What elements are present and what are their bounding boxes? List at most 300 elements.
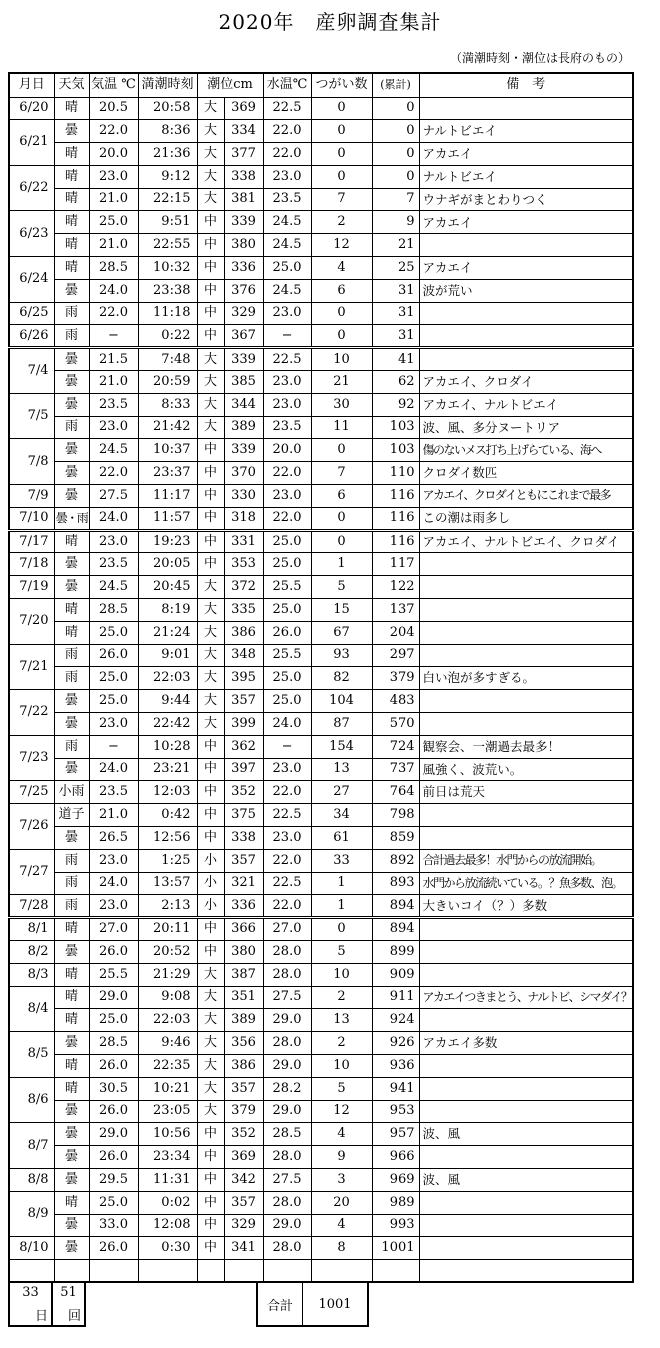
weather-cell: 雨 bbox=[54, 667, 89, 690]
tide-time-cell: 22:03 bbox=[138, 1009, 197, 1032]
pairs-cell: 67 bbox=[311, 621, 372, 644]
cumulative-cell: 969 bbox=[372, 1168, 419, 1191]
table-row bbox=[9, 257, 633, 280]
tide-source-note: （満潮時刻・潮位は長府のもの） bbox=[449, 51, 630, 65]
grand-total-box bbox=[256, 1281, 369, 1327]
cumulative-cell: 724 bbox=[372, 735, 419, 758]
table-row bbox=[9, 804, 633, 827]
cumulative-cell: 894 bbox=[372, 895, 419, 918]
air-temp-cell: 26.0 bbox=[89, 1100, 138, 1123]
tide-level-cell: 375 bbox=[224, 804, 263, 827]
tide-level-cell: 381 bbox=[224, 188, 263, 211]
pairs-cell: 30 bbox=[311, 393, 372, 416]
weather-cell: 晴 bbox=[54, 1077, 89, 1100]
air-temp-cell: 28.5 bbox=[89, 257, 138, 280]
water-temp-cell: 22.0 bbox=[263, 143, 311, 166]
pairs-cell: 13 bbox=[311, 1009, 372, 1032]
tide-level-cell: 357 bbox=[224, 1077, 263, 1100]
water-temp-cell: 24.5 bbox=[263, 211, 311, 234]
air-temp-cell: 20.5 bbox=[89, 97, 138, 120]
air-temp-cell: 24.5 bbox=[89, 439, 138, 462]
tide-level-cell: 366 bbox=[224, 918, 263, 941]
pairs-cell: 93 bbox=[311, 644, 372, 667]
pairs-cell: 5 bbox=[311, 1077, 372, 1100]
table-row bbox=[9, 143, 633, 166]
remarks-cell: 水門から放流続いている。？魚多数、泡。 bbox=[419, 872, 633, 895]
remarks-cell bbox=[419, 1260, 633, 1283]
tide-size-cell: 大 bbox=[197, 1009, 224, 1032]
table-row bbox=[9, 1168, 633, 1191]
weather-cell: 曇 bbox=[54, 439, 89, 462]
table-row bbox=[9, 507, 633, 530]
tide-time-cell: 11:57 bbox=[138, 507, 197, 530]
tide-size-cell: 大 bbox=[197, 963, 224, 986]
air-temp-cell: 23.0 bbox=[89, 165, 138, 188]
weather-cell: 晴 bbox=[54, 257, 89, 280]
pairs-cell: 0 bbox=[311, 97, 372, 120]
weather-cell: 雨 bbox=[54, 644, 89, 667]
remarks-cell: ナルトビエイ bbox=[419, 165, 633, 188]
water-temp-cell: 28.0 bbox=[263, 1191, 311, 1214]
remarks-cell: 波、風 bbox=[419, 1168, 633, 1191]
water-temp-cell: 24.0 bbox=[263, 713, 311, 736]
tide-level-cell: 372 bbox=[224, 576, 263, 599]
tide-size-cell bbox=[197, 1260, 224, 1283]
remarks-cell: アカエイ bbox=[419, 257, 633, 280]
tide-time-cell: 21:36 bbox=[138, 143, 197, 166]
cumulative-cell: 9 bbox=[372, 211, 419, 234]
water-temp-cell: 25.5 bbox=[263, 576, 311, 599]
table-row bbox=[9, 576, 633, 599]
tide-time-cell: 10:28 bbox=[138, 735, 197, 758]
tide-size-cell: 大 bbox=[197, 1054, 224, 1077]
cumulative-cell: 137 bbox=[372, 599, 419, 622]
tide-size-cell: 大 bbox=[197, 690, 224, 713]
tide-time-cell: 23:38 bbox=[138, 279, 197, 302]
air-temp-cell: 27.0 bbox=[89, 918, 138, 941]
pairs-cell: 5 bbox=[311, 940, 372, 963]
tide-size-cell: 中 bbox=[197, 530, 224, 553]
tide-level-cell: 338 bbox=[224, 827, 263, 850]
pairs-cell: 2 bbox=[311, 986, 372, 1009]
weather-cell: 曇 bbox=[54, 120, 89, 143]
weather-cell: 曇 bbox=[54, 1100, 89, 1123]
tide-size-cell: 中 bbox=[197, 758, 224, 781]
air-temp-cell: 23.0 bbox=[89, 895, 138, 918]
water-temp-cell: 23.0 bbox=[263, 485, 311, 508]
table-row bbox=[9, 849, 633, 872]
tide-size-cell: 中 bbox=[197, 462, 224, 485]
cumulative-cell: 41 bbox=[372, 348, 419, 371]
weather-cell: 雨 bbox=[54, 895, 89, 918]
air-temp-cell: 23.0 bbox=[89, 713, 138, 736]
tide-size-cell: 大 bbox=[197, 713, 224, 736]
pairs-cell: 7 bbox=[311, 188, 372, 211]
table-row bbox=[9, 963, 633, 986]
pairs-cell: 104 bbox=[311, 690, 372, 713]
pairs-cell: 20 bbox=[311, 1191, 372, 1214]
table-row bbox=[9, 781, 633, 804]
table-row bbox=[9, 393, 633, 416]
air-temp-cell: 25.0 bbox=[89, 690, 138, 713]
date-cell: 7/20 bbox=[9, 599, 54, 645]
table-row bbox=[9, 1100, 633, 1123]
tide-time-cell: 21:24 bbox=[138, 621, 197, 644]
air-temp-cell: 25.0 bbox=[89, 621, 138, 644]
table-row bbox=[9, 1214, 633, 1237]
weather-cell: 晴 bbox=[54, 1009, 89, 1032]
weather-cell: 晴 bbox=[54, 963, 89, 986]
date-cell: 7/4 bbox=[9, 348, 54, 394]
water-temp-cell: 22.5 bbox=[263, 872, 311, 895]
cumulative-cell: 936 bbox=[372, 1054, 419, 1077]
date-cell: 6/26 bbox=[9, 325, 54, 348]
weather-cell: 晴 bbox=[54, 599, 89, 622]
water-temp-cell: 23.0 bbox=[263, 302, 311, 325]
table-row bbox=[9, 1123, 633, 1146]
pairs-cell: 2 bbox=[311, 211, 372, 234]
air-temp-cell: 29.0 bbox=[89, 986, 138, 1009]
water-temp-cell: 24.5 bbox=[263, 234, 311, 257]
tide-size-cell: 中 bbox=[197, 1146, 224, 1169]
air-temp-cell: 23.0 bbox=[89, 849, 138, 872]
water-temp-cell: 23.0 bbox=[263, 827, 311, 850]
water-temp-cell bbox=[263, 1260, 311, 1283]
pairs-cell: 8 bbox=[311, 1237, 372, 1260]
date-cell: 8/8 bbox=[9, 1168, 54, 1191]
tide-time-cell: 19:23 bbox=[138, 530, 197, 553]
cumulative-cell bbox=[372, 1260, 419, 1283]
date-cell: 7/26 bbox=[9, 804, 54, 850]
air-temp-cell: 22.0 bbox=[89, 462, 138, 485]
tide-time-cell: 22:03 bbox=[138, 667, 197, 690]
pairs-cell: 0 bbox=[311, 120, 372, 143]
tide-time-cell: 20:11 bbox=[138, 918, 197, 941]
header-weather: 天気 bbox=[54, 73, 89, 97]
table-row bbox=[9, 1009, 633, 1032]
tide-time-cell: 22:15 bbox=[138, 188, 197, 211]
air-temp-cell: 22.0 bbox=[89, 120, 138, 143]
pairs-cell: 7 bbox=[311, 462, 372, 485]
tide-level-cell: 353 bbox=[224, 553, 263, 576]
water-temp-cell: 22.0 bbox=[263, 895, 311, 918]
weather-cell: 曇 bbox=[54, 1168, 89, 1191]
remarks-cell: 合計過去最多！水門からの放流開始。 bbox=[419, 849, 633, 872]
tide-level-cell: 339 bbox=[224, 439, 263, 462]
tide-size-cell: 大 bbox=[197, 188, 224, 211]
tide-level-cell: 389 bbox=[224, 1009, 263, 1032]
air-temp-cell: 24.5 bbox=[89, 576, 138, 599]
tide-level-cell: 330 bbox=[224, 485, 263, 508]
table-row bbox=[9, 416, 633, 439]
date-cell: 7/27 bbox=[9, 849, 54, 895]
weather-cell: 曇 bbox=[54, 690, 89, 713]
tide-level-cell: 362 bbox=[224, 735, 263, 758]
water-temp-cell: 23.0 bbox=[263, 758, 311, 781]
page-title: 2020年 産卵調査集計 bbox=[218, 10, 442, 34]
tide-time-cell: 22:55 bbox=[138, 234, 197, 257]
weather-cell: 雨 bbox=[54, 302, 89, 325]
tide-time-cell: 8:19 bbox=[138, 599, 197, 622]
tide-size-cell: 中 bbox=[197, 781, 224, 804]
remarks-cell bbox=[419, 1054, 633, 1077]
tide-level-cell: 357 bbox=[224, 849, 263, 872]
tide-size-cell: 大 bbox=[197, 986, 224, 1009]
weather-cell: 曇 bbox=[54, 553, 89, 576]
tide-time-cell: 11:17 bbox=[138, 485, 197, 508]
header-row bbox=[9, 73, 633, 97]
cumulative-cell: 899 bbox=[372, 940, 419, 963]
pairs-cell: 27 bbox=[311, 781, 372, 804]
date-cell: 7/18 bbox=[9, 553, 54, 576]
remarks-cell bbox=[419, 1214, 633, 1237]
days-total-unit: 日 bbox=[34, 1309, 48, 1325]
tide-time-cell: 13:57 bbox=[138, 872, 197, 895]
water-temp-cell: 22.0 bbox=[263, 781, 311, 804]
date-cell: 7/5 bbox=[9, 393, 54, 439]
date-cell: 6/24 bbox=[9, 257, 54, 303]
table-row bbox=[9, 371, 633, 394]
weather-cell: 曇 bbox=[54, 279, 89, 302]
pairs-cell: 4 bbox=[311, 257, 372, 280]
tide-size-cell: 中 bbox=[197, 1237, 224, 1260]
table-row bbox=[9, 940, 633, 963]
weather-cell: 晴 bbox=[54, 918, 89, 941]
weather-cell: 晴 bbox=[54, 97, 89, 120]
air-temp-cell: 21.0 bbox=[89, 371, 138, 394]
tide-level-cell: 331 bbox=[224, 530, 263, 553]
tide-size-cell: 大 bbox=[197, 1077, 224, 1100]
air-temp-cell: 24.0 bbox=[89, 279, 138, 302]
cumulative-cell: 62 bbox=[372, 371, 419, 394]
cumulative-cell: 893 bbox=[372, 872, 419, 895]
air-temp-cell: 23.0 bbox=[89, 416, 138, 439]
water-temp-cell: 27.0 bbox=[263, 918, 311, 941]
cumulative-cell: 892 bbox=[372, 849, 419, 872]
water-temp-cell: 25.0 bbox=[263, 690, 311, 713]
table-row bbox=[9, 234, 633, 257]
water-temp-cell: 28.0 bbox=[263, 963, 311, 986]
cumulative-cell: 103 bbox=[372, 416, 419, 439]
table-row bbox=[9, 97, 633, 120]
pairs-cell: 15 bbox=[311, 599, 372, 622]
tide-size-cell: 中 bbox=[197, 1123, 224, 1146]
table-row bbox=[9, 735, 633, 758]
air-temp-cell: 29.0 bbox=[89, 1123, 138, 1146]
weather-cell: 晴 bbox=[54, 188, 89, 211]
table-row bbox=[9, 872, 633, 895]
water-temp-cell: 25.0 bbox=[263, 599, 311, 622]
weather-cell: 道子 bbox=[54, 804, 89, 827]
tide-level-cell: 356 bbox=[224, 1032, 263, 1055]
tide-size-cell: 大 bbox=[197, 393, 224, 416]
remarks-cell bbox=[419, 1237, 633, 1260]
tide-size-cell: 大 bbox=[197, 348, 224, 371]
tide-level-cell bbox=[224, 1260, 263, 1283]
tide-size-cell: 中 bbox=[197, 827, 224, 850]
tide-level-cell: 329 bbox=[224, 1214, 263, 1237]
water-temp-cell: 27.5 bbox=[263, 986, 311, 1009]
header-air-temp: 気温 ℃ bbox=[89, 73, 138, 97]
tide-size-cell: 中 bbox=[197, 1191, 224, 1214]
pairs-cell: 0 bbox=[311, 302, 372, 325]
water-temp-cell: 28.5 bbox=[263, 1123, 311, 1146]
water-temp-cell: 28.2 bbox=[263, 1077, 311, 1100]
cumulative-cell: 953 bbox=[372, 1100, 419, 1123]
weather-cell bbox=[54, 1260, 89, 1283]
tide-size-cell: 中 bbox=[197, 804, 224, 827]
tide-size-cell: 大 bbox=[197, 120, 224, 143]
tide-level-cell: 339 bbox=[224, 348, 263, 371]
air-temp-cell: 25.5 bbox=[89, 963, 138, 986]
cumulative-cell: 204 bbox=[372, 621, 419, 644]
date-cell: 8/3 bbox=[9, 963, 54, 986]
tide-size-cell: 中 bbox=[197, 553, 224, 576]
table-row bbox=[9, 599, 633, 622]
table-row bbox=[9, 986, 633, 1009]
tide-size-cell: 大 bbox=[197, 165, 224, 188]
tide-size-cell: 中 bbox=[197, 1214, 224, 1237]
tide-time-cell: 12:03 bbox=[138, 781, 197, 804]
weather-cell: 曇 bbox=[54, 485, 89, 508]
table-row bbox=[9, 644, 633, 667]
water-temp-cell: 22.5 bbox=[263, 348, 311, 371]
water-temp-cell: 22.0 bbox=[263, 507, 311, 530]
weather-cell: 雨 bbox=[54, 325, 89, 348]
tide-time-cell: 8:36 bbox=[138, 120, 197, 143]
table-row bbox=[9, 165, 633, 188]
weather-cell: 曇 bbox=[54, 1123, 89, 1146]
tide-size-cell: 大 bbox=[197, 1100, 224, 1123]
weather-cell: 曇 bbox=[54, 348, 89, 371]
tide-level-cell: 379 bbox=[224, 1100, 263, 1123]
cumulative-cell: 989 bbox=[372, 1191, 419, 1214]
tide-time-cell: 10:37 bbox=[138, 439, 197, 462]
summary-footer bbox=[8, 1281, 660, 1327]
water-temp-cell: 25.0 bbox=[263, 530, 311, 553]
date-cell: 6/20 bbox=[9, 97, 54, 120]
remarks-cell bbox=[419, 713, 633, 736]
cumulative-cell: 117 bbox=[372, 553, 419, 576]
table-row bbox=[9, 211, 633, 234]
cumulative-cell: 379 bbox=[372, 667, 419, 690]
cumulative-cell: 924 bbox=[372, 1009, 419, 1032]
pairs-cell: 12 bbox=[311, 1100, 372, 1123]
surveys-total-value: 51 bbox=[60, 1285, 77, 1301]
air-temp-cell: 20.0 bbox=[89, 143, 138, 166]
pairs-cell bbox=[311, 1260, 372, 1283]
date-cell: 8/1 bbox=[9, 918, 54, 941]
pairs-cell: 10 bbox=[311, 1054, 372, 1077]
cumulative-cell: 0 bbox=[372, 97, 419, 120]
air-temp-cell: 24.0 bbox=[89, 507, 138, 530]
tide-size-cell: 大 bbox=[197, 416, 224, 439]
tide-time-cell: 9:44 bbox=[138, 690, 197, 713]
air-temp-cell: 27.5 bbox=[89, 485, 138, 508]
air-temp-cell: 33.0 bbox=[89, 1214, 138, 1237]
tide-size-cell: 中 bbox=[197, 485, 224, 508]
weather-cell: 曇 bbox=[54, 371, 89, 394]
tide-time-cell: 11:31 bbox=[138, 1168, 197, 1191]
pairs-cell: 11 bbox=[311, 416, 372, 439]
water-temp-cell: 26.0 bbox=[263, 621, 311, 644]
cumulative-cell: 957 bbox=[372, 1123, 419, 1146]
pairs-cell: 10 bbox=[311, 348, 372, 371]
tide-time-cell: 20:58 bbox=[138, 97, 197, 120]
cumulative-cell: 798 bbox=[372, 804, 419, 827]
cumulative-cell: 103 bbox=[372, 439, 419, 462]
air-temp-cell: 24.0 bbox=[89, 872, 138, 895]
tide-level-cell: 321 bbox=[224, 872, 263, 895]
weather-cell: 曇 bbox=[54, 1214, 89, 1237]
air-temp-cell: 25.0 bbox=[89, 1191, 138, 1214]
tide-level-cell: 329 bbox=[224, 302, 263, 325]
table-row bbox=[9, 188, 633, 211]
remarks-cell: アカエイ bbox=[419, 211, 633, 234]
air-temp-cell: 21.0 bbox=[89, 804, 138, 827]
cumulative-cell: 31 bbox=[372, 325, 419, 348]
date-cell: 7/25 bbox=[9, 781, 54, 804]
air-temp-cell: 25.0 bbox=[89, 211, 138, 234]
remarks-cell bbox=[419, 1009, 633, 1032]
weather-cell: 雨 bbox=[54, 849, 89, 872]
pairs-cell: 1 bbox=[311, 895, 372, 918]
remarks-cell: 風強く、波荒い。 bbox=[419, 758, 633, 781]
date-cell: 6/25 bbox=[9, 302, 54, 325]
water-temp-cell: 20.0 bbox=[263, 439, 311, 462]
date-cell: 7/28 bbox=[9, 895, 54, 918]
remarks-cell bbox=[419, 827, 633, 850]
pairs-cell: 0 bbox=[311, 439, 372, 462]
tide-size-cell: 中 bbox=[197, 735, 224, 758]
date-cell: 8/6 bbox=[9, 1077, 54, 1123]
pairs-cell: 0 bbox=[311, 325, 372, 348]
remarks-cell bbox=[419, 599, 633, 622]
tide-size-cell: 中 bbox=[197, 325, 224, 348]
water-temp-cell: 22.5 bbox=[263, 97, 311, 120]
water-temp-cell: 24.5 bbox=[263, 279, 311, 302]
cumulative-cell: 7 bbox=[372, 188, 419, 211]
remarks-cell: ナルトビエイ bbox=[419, 120, 633, 143]
tide-size-cell: 中 bbox=[197, 940, 224, 963]
tide-level-cell: 338 bbox=[224, 165, 263, 188]
cumulative-cell: 297 bbox=[372, 644, 419, 667]
air-temp-cell: 26.0 bbox=[89, 940, 138, 963]
air-temp-cell: 28.5 bbox=[89, 1032, 138, 1055]
pairs-cell: 2 bbox=[311, 1032, 372, 1055]
tide-level-cell: 334 bbox=[224, 120, 263, 143]
pairs-cell: 10 bbox=[311, 963, 372, 986]
table-row bbox=[9, 1054, 633, 1077]
tide-time-cell: 9:12 bbox=[138, 165, 197, 188]
air-temp-cell: 26.0 bbox=[89, 1146, 138, 1169]
weather-cell: 雨 bbox=[54, 416, 89, 439]
date-cell: 7/17 bbox=[9, 530, 54, 553]
table-row bbox=[9, 1146, 633, 1169]
tide-size-cell: 中 bbox=[197, 279, 224, 302]
pairs-cell: 0 bbox=[311, 918, 372, 941]
tide-level-cell: 335 bbox=[224, 599, 263, 622]
water-temp-cell: 22.0 bbox=[263, 849, 311, 872]
remarks-cell bbox=[419, 1100, 633, 1123]
tide-level-cell: 380 bbox=[224, 940, 263, 963]
air-temp-cell: 22.0 bbox=[89, 302, 138, 325]
remarks-cell bbox=[419, 963, 633, 986]
tide-level-cell: 387 bbox=[224, 963, 263, 986]
header-water-temp: 水温℃ bbox=[263, 73, 311, 97]
weather-cell: 曇 bbox=[54, 393, 89, 416]
tide-time-cell: 0:22 bbox=[138, 325, 197, 348]
